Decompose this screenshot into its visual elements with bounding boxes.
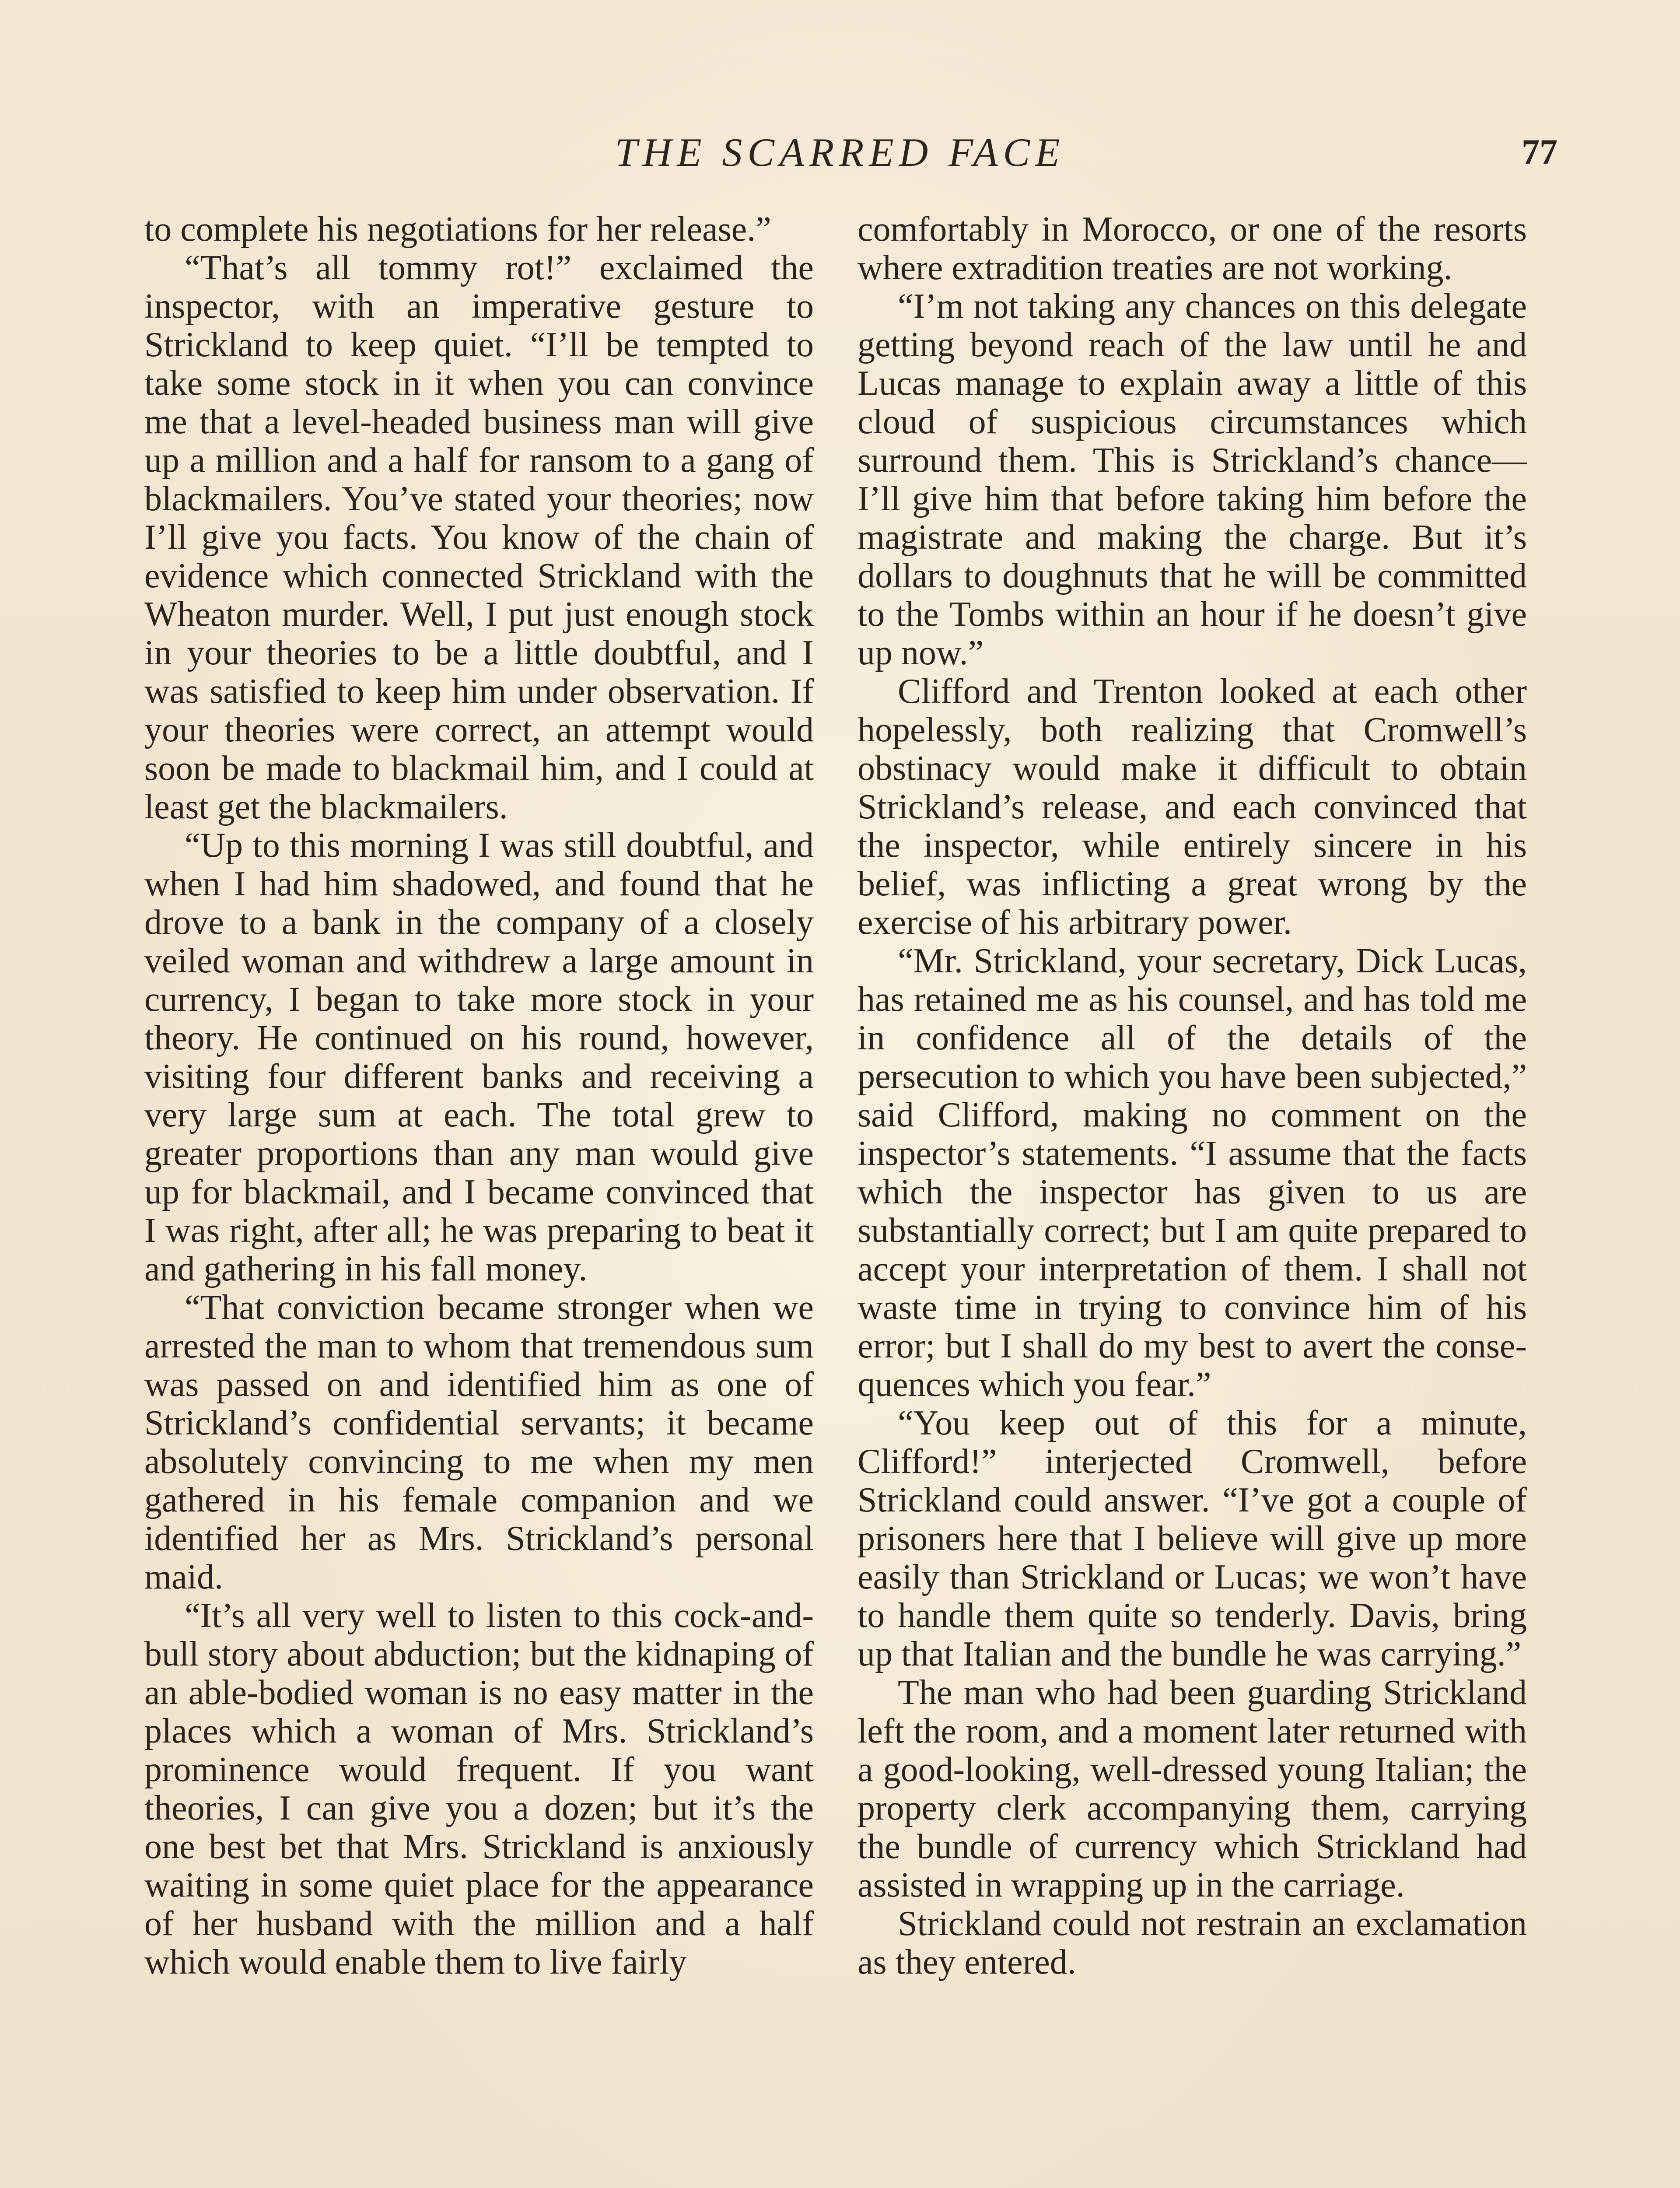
paragraph: “Up to this morning I was still doubtful, and when I had him shadowed, and found that he drove to a bank in the company of a closely veiled woman and withdrew a large amount in currency, I began to take more stock in your theory. He continued on his round, however, visiting four different banks and receiving a very large sum at each. The total grew to greater proportions than any man would give up for blackmail, and I became convinced that I was right, after all; he was preparing to beat it and gathering in his fall money. [144, 826, 814, 1288]
right-column [858, 210, 1527, 1981]
page-number: 77 [1522, 132, 1558, 172]
paragraph: “That’s all tommy rot!” exclaimed the inspector, with an imperative gesture to Strickland to keep quiet. “I’ll be tempted to take some stock in it when you can convince me that a level-headed business man will give up a million and a half for ransom to a gang of blackmailers. You’ve stated your theories; now I’ll give you facts. You know of the chain of evidence which connected Strickland with the Wheaton murder. Well, I put just enough stock in your theories to be a little doubtful, and I was satisfied to keep him under observation. If your theories were correct, an attempt would soon be made to blackmail him, and I could at least get the blackmailers. [144, 249, 814, 826]
paragraph: “I’m not taking any chances on this delegate getting beyond reach of the law until he and Lucas manage to explain away a little of this cloud of suspicious circumstances which surround them. This is Strickland’s chance—I’ll give him that before taking him before the magistrate and making the charge. But it’s dollars to doughnuts that he will be committed to the Tombs within an hour if he doesn’t give up now.” [858, 287, 1527, 672]
paragraph: to complete his negotiations for her release.” [144, 210, 771, 249]
paragraph: “You keep out of this for a minute, Clifford!” interjected Cromwell, before Strickland could answer. “I’ve got a couple of prisoners here that I believe will give up more easily than Strickland or Lucas; we won’t have to handle them quite so tenderly. Davis, bring up that Italian and the bundle he was carrying.” [858, 1404, 1527, 1673]
paragraph: Strickland could not restrain an exclamation as they entered. [858, 1904, 1527, 1981]
paragraph: comfortably in Morocco, or one of the resorts where extradition treaties are not working. [858, 210, 1527, 287]
paragraph: “That conviction became stronger when we arrested the man to whom that tremendous sum was passed on and identified him as one of Strickland’s confidential servants; it became absolutely convincing to me when my men gathered in his female companion and we identified her as Mrs. Strickland’s personal maid. [144, 1288, 814, 1596]
left-column [144, 210, 814, 1981]
running-title: THE SCARRED FACE [615, 130, 1065, 175]
paragraph: “It’s all very well to listen to this cock-and-bull story about abduction; but the kidnaping of an able-bodied woman is no easy matter in the places which a woman of Mrs. Strickland’s prominence would frequent. If you want theories, I can give you a dozen; but it’s the one best bet that Mrs. Strickland is anxiously waiting in some quiet place for the appearance of her husband with the million and a half which would enable them to live fairly [144, 1596, 814, 1981]
paragraph: The man who had been guarding Strickland left the room, and a moment later returned with a good-looking, well-dressed young Italian; the property clerk accompanying them, carrying the bundle of currency which Strickland had assisted in wrapping up in the carriage. [858, 1673, 1527, 1904]
paragraph: “Mr. Strickland, your secretary, Dick Lucas, has retained me as his counsel, and has told me in confidence all of the details of the persecution to which you have been subjected,” said Clifford, making no comment on the inspector’s statements. “I assume that the facts which the inspector has given to us are substantially correct; but I am quite prepared to accept your interpretation of them. I shall not waste time in trying to convince him of his error; but I shall do my best to avert the consequences which you fear.” [858, 942, 1527, 1404]
paragraph: Clifford and Trenton looked at each other hopelessly, both realizing that Cromwell’s obstinacy would make it difficult to obtain Strickland’s release, and each convinced that the inspector, while entirely sincere in his belief, was inflicting a great wrong by the exercise of his arbitrary power. [858, 672, 1527, 942]
